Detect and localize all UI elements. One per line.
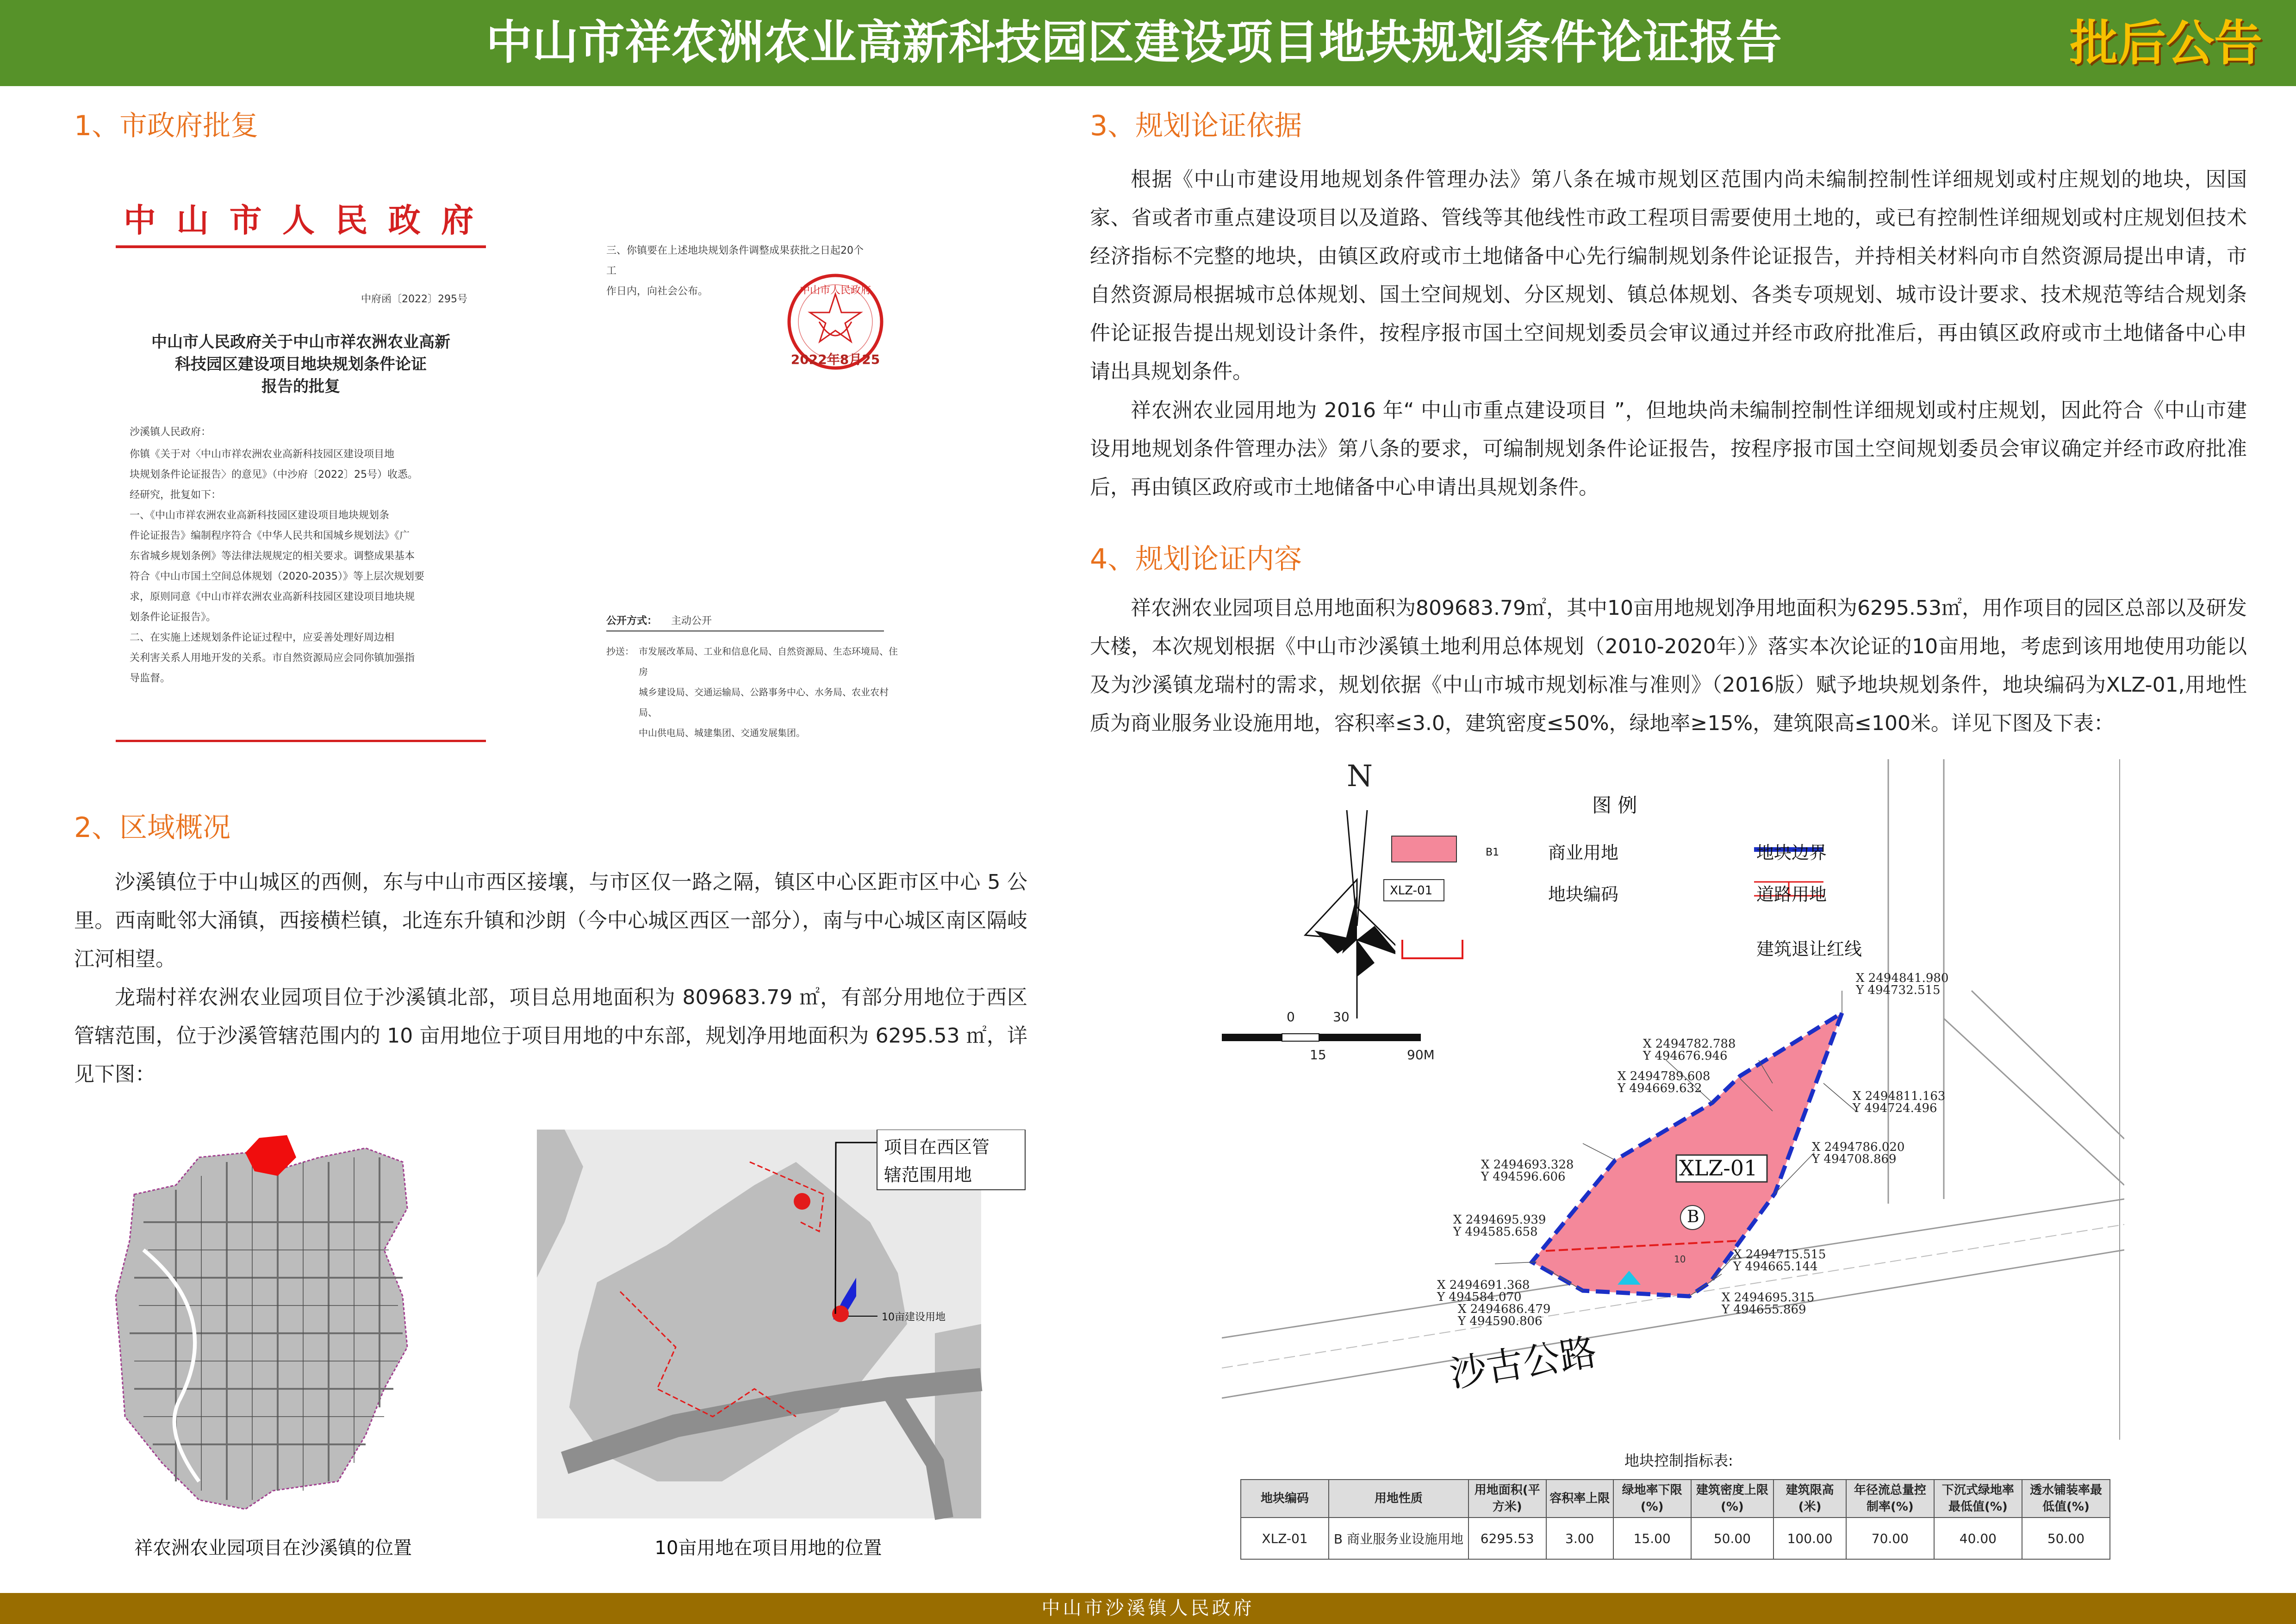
doc-body-line: 符合《中山市国土空间总体规划（2020-2035）》等上层次规划要 [130, 571, 424, 582]
map1-caption: 祥农洲农业园项目在沙溪镇的位置 [134, 1537, 412, 1559]
callout-line1: 项目在西区管 [884, 1137, 990, 1157]
doc-title-line3: 报告的批复 [261, 377, 340, 396]
coordinate-label: X 2494841.980 Y 494732.515 [1856, 971, 1949, 997]
doc-addressee: 沙溪镇人民政府： [130, 426, 212, 438]
doc-body-line: 二、在实施上述规划条件论证过程中，应妥善处理好周边相 [130, 632, 395, 643]
table-cell: 50.00 [1691, 1518, 1774, 1559]
table-row [1241, 1518, 2110, 1559]
table-cell: XLZ-01 [1241, 1518, 1329, 1559]
parcel-land-use-label: B [1687, 1207, 1699, 1226]
callout-line2: 辖范围用地 [884, 1165, 972, 1185]
doc-number: 中府函〔2022〕295号 [361, 294, 467, 305]
doc-red-rule [116, 245, 486, 248]
control-indicator-table [1240, 1479, 2110, 1560]
section3-paragraph1: 根据《中山市建设用地规划条件管理办法》第八条在城市规划区范围内尚未编制控制性详细规划或村庄规划的地块，因国家、省或者市重点建设项目以及道路、管线等其他线性市政工程项目需要使用土地的，或已有控制性详细规划或村庄规划但技术经济指标不完整的地块，由镇区政府或市土地储备中心先行编制规划条件论证报告，并持相关材料向市自然资源局提出申请，市自然资源局根据城市总体规划、国土空间规划、分区规划、镇总体规划、各类专项规划、城市设计要求、技术规范等结合规划条件论证报告提出规划设计条件，按程序报市国土空间规划委员会审议通过并经市政府批准后，再由镇区政府或市土地储备中心申请出具规划条件。 [1090, 168, 2247, 383]
table-header-cell: 透水铺装率最低值(%) [2022, 1480, 2110, 1518]
doc-title-line2: 科技园区建设项目地块规划条件论证 [175, 355, 427, 374]
section4-heading: 4、规划论证内容 [1090, 543, 1302, 575]
notice-badge: 批后公告 [2069, 15, 2262, 71]
doc-body-line: 你镇《关于对〈中山市祥农洲农业高新科技园区建设项目地 [130, 449, 395, 460]
coordinate-label: X 2494691.368 Y 494584.070 [1437, 1278, 1530, 1304]
doc-body-line: 导监督。 [130, 673, 171, 684]
doc-bottom-rule [116, 740, 486, 742]
table-header-cell: 绿地率下限(%) [1613, 1480, 1691, 1518]
setback-distance-label: 10 [1674, 1254, 1686, 1265]
map2-caption: 10亩用地在项目用地的位置 [654, 1537, 882, 1559]
legend-title: 图 例 [1592, 794, 1637, 817]
road-name-label: 沙古公路 [1446, 1330, 1600, 1396]
table-title: 地块控制指标表: [1624, 1452, 1733, 1469]
section1-heading: 1、市政府批复 [74, 110, 259, 142]
coordinate-label: X 2494695.315 Y 494655.869 [1722, 1291, 1815, 1317]
table-header-cell: 用地面积(平方米) [1468, 1480, 1546, 1518]
doc-disclosure-label: 公开方式： [606, 615, 658, 627]
section2-paragraph2: 龙瑞村祥农洲农业园项目位于沙溪镇北部，项目总用地面积为 809683.79 ㎡，有部分用地位于西区管辖范围，位于沙溪管辖范围内的 10 亩用地位于项目用地的中东部，规划净用地面积为 6295.53 ㎡，详见下图： [74, 986, 1027, 1086]
section2-paragraph1: 沙溪镇位于中山城区的西侧，东与中山市西区接壤，与市区仅一路之隔，镇区中心区距市区中心 5 公里。西南毗邻大涌镇，西接横栏镇，北连东升镇和沙朗（今中心城区西区一部分），南与中心城区南区隔岐江河相望。 [74, 870, 1027, 971]
legend-boundary: 地块边界 [1756, 843, 1827, 863]
table-header-row [1241, 1480, 2110, 1518]
legend-commercial: 商业用地 [1548, 843, 1619, 863]
table-header-cell: 建筑限高(米) [1773, 1480, 1846, 1518]
legend-parcel-code: 地块编码 [1548, 884, 1619, 905]
table-cell: 6295.53 [1468, 1518, 1546, 1559]
coordinate-label: X 2494789.608 Y 494669.632 [1618, 1069, 1711, 1095]
doc-org-name: 中 山 市 人 民 政 府 [123, 201, 479, 239]
scale-30: 30 [1333, 1009, 1350, 1024]
table-cell: 15.00 [1613, 1518, 1691, 1559]
site-location-map [537, 1130, 1027, 1528]
township-location-map [106, 1130, 440, 1528]
doc-body-line: 件论证报告》编制程序符合《中华人民共和国城乡规划法》《广 [130, 530, 410, 542]
doc-disclosure-value: 主动公开 [671, 615, 712, 627]
coordinate-label: X 2494715.515 Y 494665.144 [1733, 1248, 1826, 1274]
table-header-cell: 容积率上限 [1546, 1480, 1613, 1518]
footer-bar: 中山市沙溪镇人民政府 [0, 1593, 2296, 1624]
table-cell: 50.00 [2022, 1518, 2110, 1559]
callout-west-district [884, 1133, 1023, 1189]
table-cell: B 商业服务业设施用地 [1329, 1518, 1468, 1559]
table-header-cell: 年径流总量控制率(%) [1846, 1480, 1934, 1518]
doc-cc-label: 抄送： [606, 646, 634, 657]
header-bar [0, 0, 2296, 86]
doc-body-line: 一、《中山市祥农洲农业高新科技园区建设项目地块规划条 [130, 510, 390, 521]
page-title: 中山市祥农洲农业高新科技园区建设项目地块规划条件论证报告 [486, 15, 1782, 69]
doc-cc-line: 中山供电局、城建集团、交通发展集团。 [639, 727, 805, 738]
doc-right-line: 三、你镇要在上述地块规划条件调整成果获批之日起20个工 [606, 245, 864, 277]
table-header-cell: 建筑密度上限(%) [1691, 1480, 1774, 1518]
doc-cc-line: 市发展改革局、工业和信息化局、自然资源局、生态环境局、住房 [639, 646, 898, 677]
doc-title [116, 331, 486, 398]
legend-setback: 建筑退让红线 [1756, 939, 1862, 959]
coordinate-label: X 2494695.939 Y 494585.658 [1453, 1213, 1546, 1239]
scale-15: 15 [1310, 1047, 1326, 1062]
legend-road: 道路用地 [1756, 884, 1827, 905]
doc-body [130, 444, 491, 689]
seal-text: 中山市人民政府 [799, 285, 871, 296]
table-header-cell: 用地性质 [1329, 1480, 1468, 1518]
coordinate-label: X 2494811.163 Y 494724.496 [1853, 1089, 1946, 1115]
doc-body-line: 求，原则同意《中山市祥农洲农业高新科技园区建设项目地块规 [130, 591, 415, 603]
doc-body-line: 划条件论证报告》。 [130, 612, 217, 623]
doc-body-line: 经研究，批复如下： [130, 489, 222, 501]
doc-cc-list [639, 641, 898, 743]
doc-body-line: 关利害关系人用地开发的关系。市自然资源局应会同你镇加强指 [130, 652, 415, 664]
table-cell: 40.00 [1934, 1518, 2022, 1559]
doc-cc-line: 城乡建设局、交通运输局、公路事务中心、水务局、农业农村局、 [639, 687, 889, 718]
doc-title-line1: 中山市人民政府关于中山市祥农洲农业高新 [151, 333, 450, 351]
north-arrow-label: N [1347, 759, 1373, 793]
scale-0: 0 [1287, 1009, 1295, 1024]
section3-heading: 3、规划论证依据 [1090, 110, 1302, 142]
coordinate-label: X 2494782.788 Y 494676.946 [1643, 1037, 1736, 1063]
approval-document [116, 167, 1041, 759]
ten-mu-label: 10亩建设用地 [882, 1312, 946, 1323]
table-cell: 100.00 [1773, 1518, 1846, 1559]
doc-body-line: 块规划条件论证报告〉的意见》（中沙府〔2022〕25号）收悉。 [130, 469, 418, 481]
section3-paragraph2: 祥农洲农业园用地为 2016 年“ 中山市重点建设项目 ”，但地块尚未编制控制性详细规划或村庄规划，因此符合《中山市建设用地规划条件管理办法》第八条的要求，可编制规划条件论证报告，按程序报市国土空间规划委员会审议确定并经市政府批准后，再由镇区政府或市土地储备中心申请出具规划条件。 [1090, 399, 2247, 499]
coordinate-label: X 2494686.479 Y 494590.806 [1458, 1302, 1551, 1328]
legend-b1-swatch: B1 [1486, 847, 1500, 858]
scale-90m: 90M [1407, 1047, 1435, 1062]
parcel-code-label: XLZ-01 [1679, 1156, 1758, 1181]
legend-code-swatch: XLZ-01 [1390, 884, 1433, 898]
coordinate-label: X 2494786.020 Y 494708.869 [1812, 1140, 1905, 1166]
parcel-plan-drawing [1222, 759, 2124, 1440]
section2-heading: 2、区域概况 [74, 812, 231, 844]
seal-date: 2022年8月25 [790, 352, 880, 367]
doc-right-line: 作日内，向社会公布。 [606, 286, 709, 297]
coordinate-label: X 2494693.328 Y 494596.606 [1481, 1158, 1574, 1184]
table-cell: 3.00 [1546, 1518, 1613, 1559]
table-cell: 70.00 [1846, 1518, 1934, 1559]
table-header-cell: 地块编码 [1241, 1480, 1329, 1518]
doc-body-line: 东省城乡规划条例》等法律法规规定的相关要求。调整成果基本 [130, 550, 415, 562]
section4-paragraph: 祥农洲农业园项目总用地面积为809683.79㎡，其中10亩用地规划净用地面积为6295.53㎡，用作项目的园区总部以及研发大楼，本次规划根据《中山市沙溪镇土地利用总体规划（2010-2020年）》落实本次论证的10亩用地，考虑到该用地使用功能以及为沙溪镇龙瑞村的需求，规划依据《中山市城市规划标准与准则》（2016版）赋予地块规划条件，地块编码为XLZ-01,用地性质为商业服务业设施用地，容积率≤3.0，建筑密度≤50%，绿地率≥15%，建筑限高≤100米。详见下图及下表： [1090, 596, 2247, 735]
table-header-cell: 下沉式绿地率最低值(%) [1934, 1480, 2022, 1518]
